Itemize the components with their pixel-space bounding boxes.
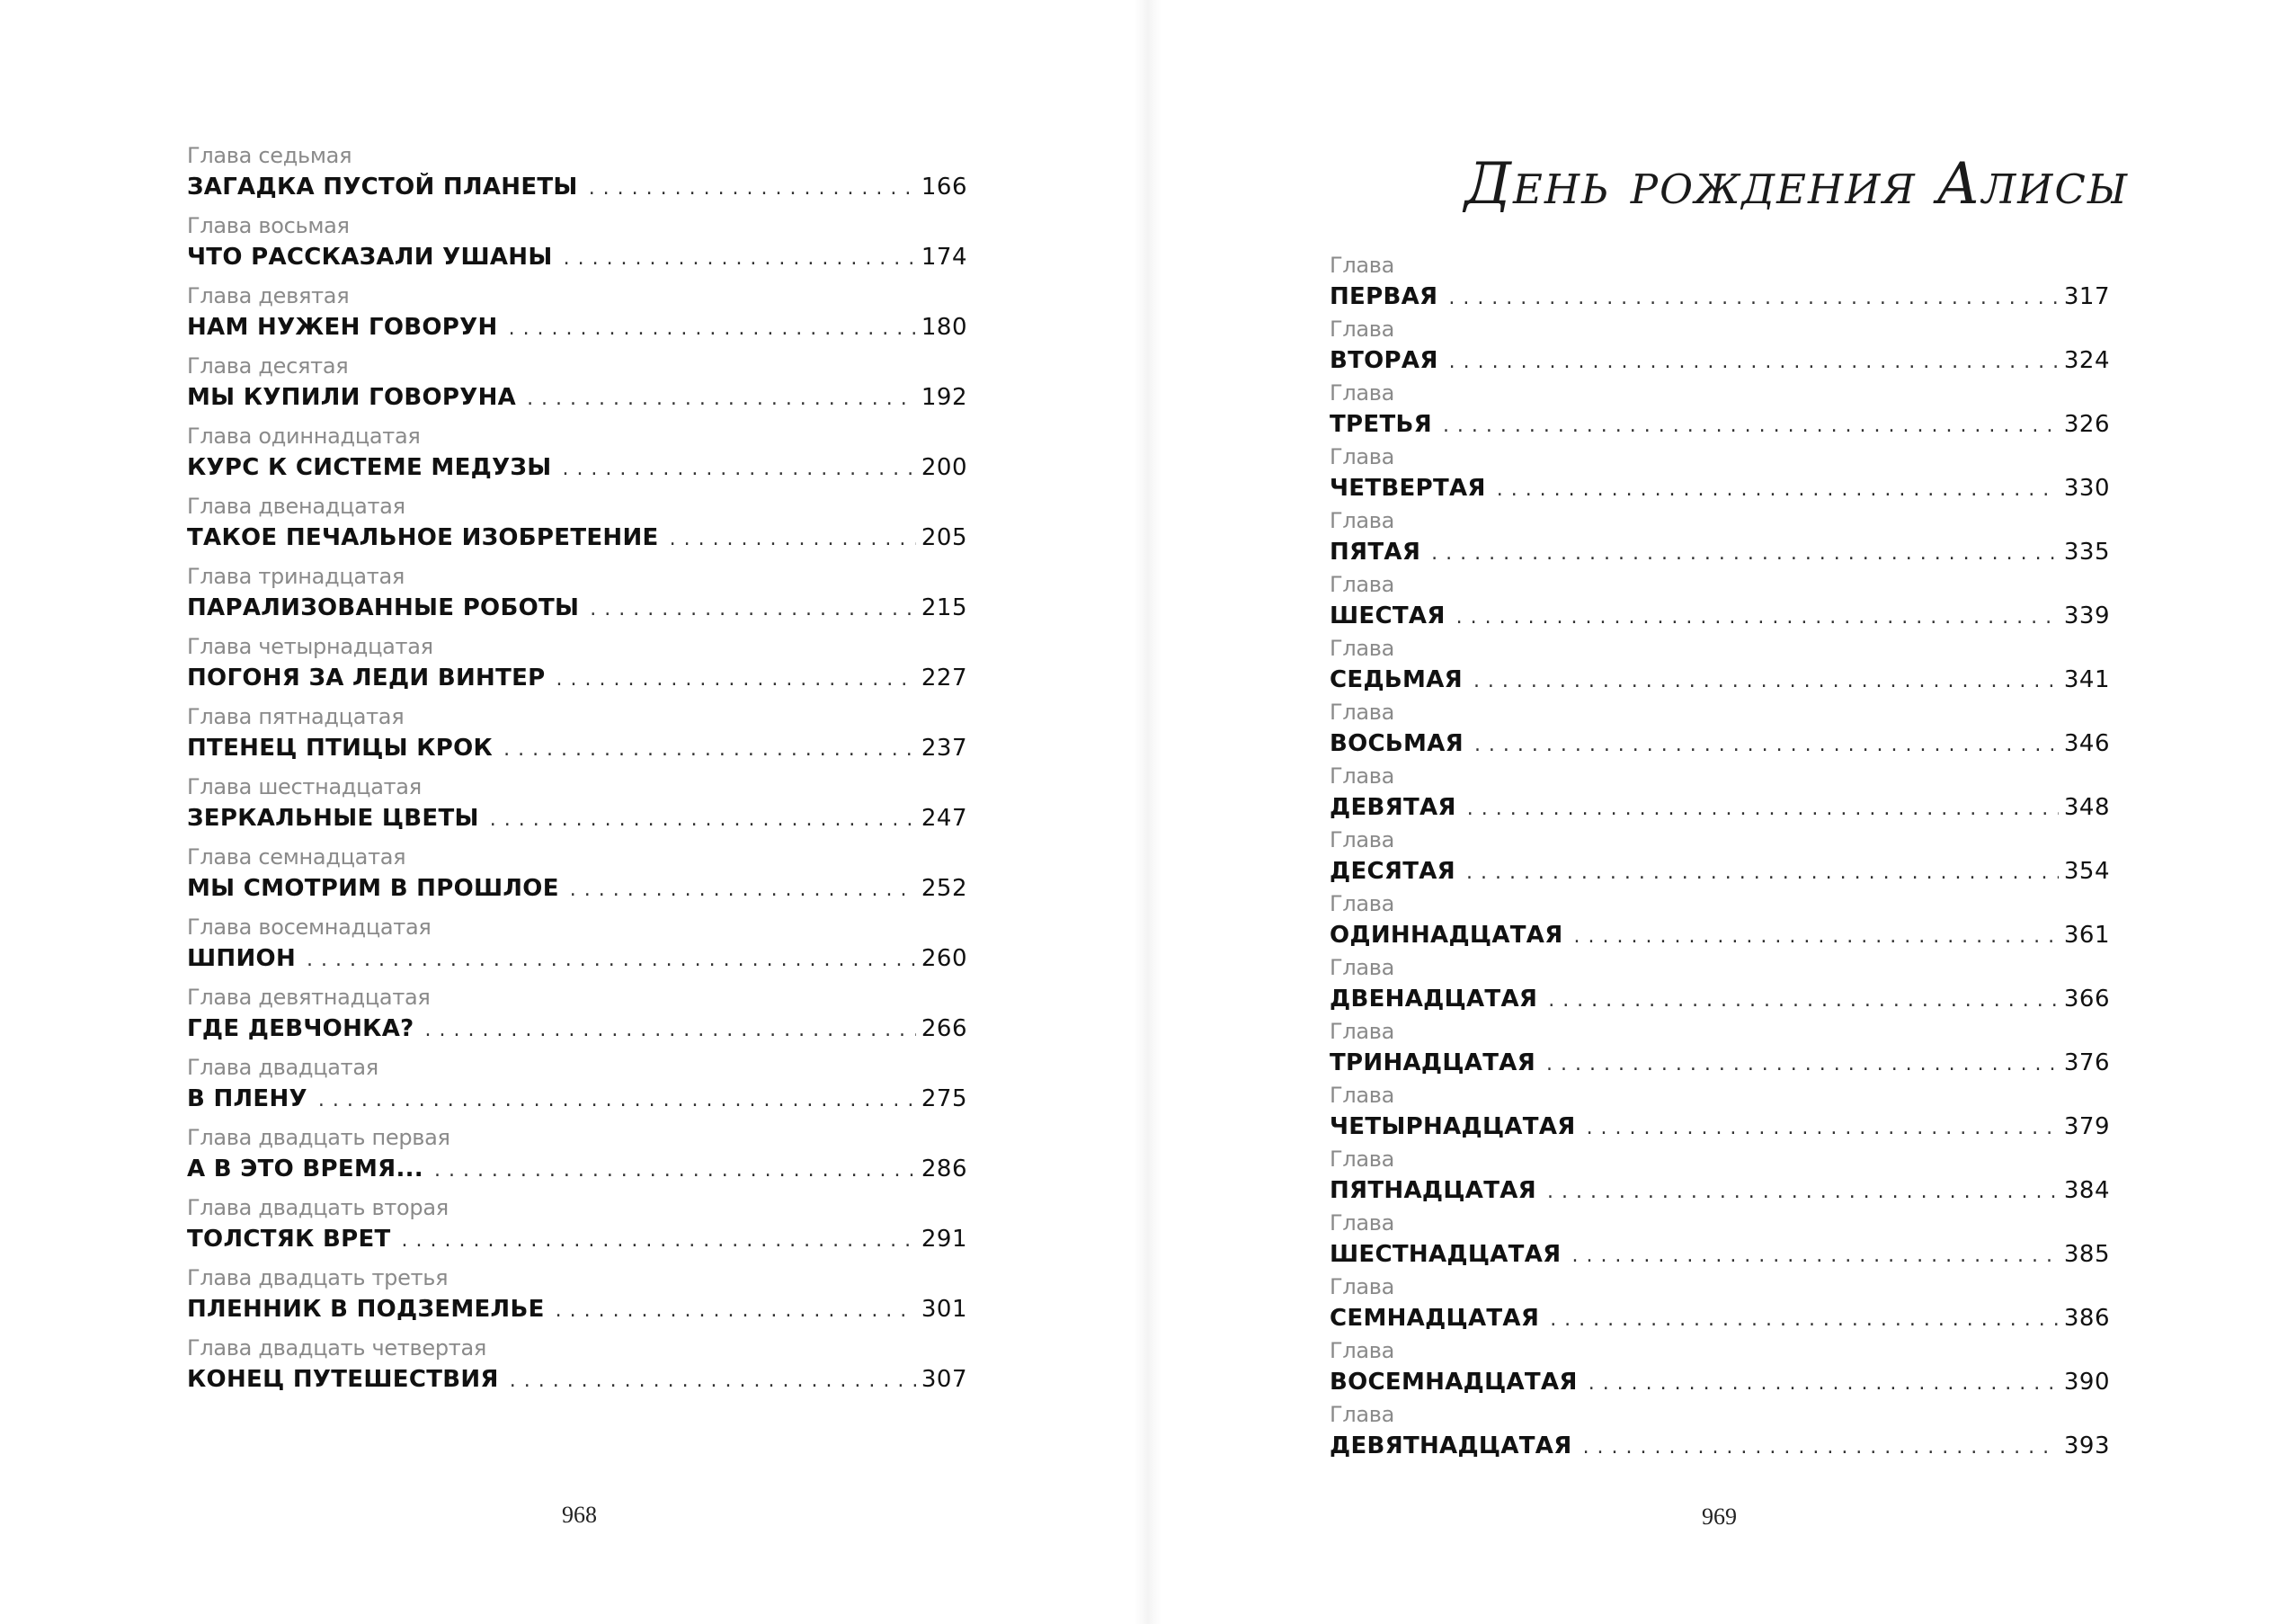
dot-leader bbox=[1547, 1174, 2059, 1210]
toc-entry[interactable] bbox=[1330, 954, 2110, 1019]
chapter-title: ЗАГАДКА ПУСТОЙ ПЛАНЕТЫ bbox=[187, 174, 578, 201]
dot-leader bbox=[570, 872, 916, 908]
chapter-title: ПЕРВАЯ bbox=[1330, 283, 1438, 310]
page-number: 339 bbox=[2063, 602, 2110, 629]
chapter-title: ДВЕНАДЦАТАЯ bbox=[1330, 986, 1538, 1013]
chapter-title: ЧТО РАССКАЗАЛИ УШАНЫ bbox=[187, 244, 553, 271]
chapter-title: КУРС К СИСТЕМЕ МЕДУЗЫ bbox=[187, 454, 552, 481]
chapter-line bbox=[187, 379, 967, 417]
dot-leader bbox=[1474, 727, 2059, 763]
toc-entry[interactable] bbox=[187, 142, 967, 207]
page-number: 361 bbox=[2063, 922, 2110, 949]
page-number: 200 bbox=[921, 454, 967, 481]
chapter-number: Глава девятая bbox=[187, 283, 350, 308]
chapter-number: Глава bbox=[1330, 444, 1395, 469]
page-number: 307 bbox=[921, 1366, 967, 1393]
page-number: 291 bbox=[921, 1226, 967, 1253]
toc-entry[interactable] bbox=[1330, 1401, 2110, 1466]
toc-entry[interactable] bbox=[187, 984, 967, 1048]
chapter-line bbox=[187, 450, 967, 487]
toc-entry[interactable] bbox=[1330, 826, 2110, 891]
dot-leader bbox=[402, 1223, 916, 1259]
toc-entry[interactable] bbox=[1330, 316, 2110, 380]
chapter-number: Глава bbox=[1330, 763, 1395, 789]
dot-leader bbox=[1587, 1111, 2059, 1147]
chapter-line bbox=[187, 660, 967, 698]
dot-leader bbox=[1550, 1302, 2059, 1338]
toc-entry[interactable] bbox=[1330, 379, 2110, 444]
chapter-number: Глава четырнадцатая bbox=[187, 634, 433, 659]
chapter-title: ПОГОНЯ ЗА ЛЕДИ ВИНТЕР bbox=[187, 665, 546, 692]
toc-entry[interactable] bbox=[187, 352, 967, 417]
dot-leader bbox=[562, 451, 915, 487]
page-number: 260 bbox=[921, 945, 967, 972]
chapter-number: Глава двадцать вторая bbox=[187, 1195, 449, 1220]
page-number: 376 bbox=[2063, 1049, 2110, 1076]
toc-entry[interactable] bbox=[187, 843, 967, 908]
toc-entry[interactable] bbox=[1330, 571, 2110, 636]
chapter-line bbox=[1330, 406, 2110, 444]
chapter-line bbox=[1330, 470, 2110, 508]
toc-entry[interactable] bbox=[1330, 1146, 2110, 1210]
dot-leader bbox=[509, 311, 916, 347]
chapter-number: Глава bbox=[1330, 572, 1395, 597]
chapter-number: Глава bbox=[1330, 955, 1395, 980]
chapter-number: Глава bbox=[1330, 508, 1395, 533]
chapter-title: ВТОРАЯ bbox=[1330, 347, 1438, 374]
toc-entry[interactable] bbox=[187, 493, 967, 558]
dot-leader bbox=[1431, 536, 2059, 572]
page-number: 386 bbox=[2063, 1305, 2110, 1332]
dot-leader bbox=[425, 1013, 916, 1048]
chapter-number: Глава пятнадцатая bbox=[187, 704, 405, 729]
chapter-number: Глава семнадцатая bbox=[187, 844, 406, 870]
chapter-line bbox=[187, 730, 967, 768]
chapter-title: ТРИНАДЦАТАЯ bbox=[1330, 1049, 1536, 1076]
chapter-line bbox=[187, 309, 967, 347]
chapter-title: ТРЕТЬЯ bbox=[1330, 411, 1432, 438]
toc-entry[interactable] bbox=[187, 1334, 967, 1399]
chapter-number: Глава bbox=[1330, 827, 1395, 852]
toc-entry[interactable] bbox=[187, 1194, 967, 1259]
page-folio: 968 bbox=[562, 1502, 597, 1528]
chapter-line bbox=[187, 1151, 967, 1189]
chapter-number: Глава двадцать третья bbox=[187, 1265, 449, 1290]
page-number: 330 bbox=[2063, 475, 2110, 502]
chapter-line bbox=[1330, 981, 2110, 1019]
chapter-number: Глава двадцать четвертая bbox=[187, 1335, 486, 1361]
dot-leader bbox=[590, 592, 916, 628]
page-number: 247 bbox=[921, 805, 967, 832]
chapter-title: ДЕВЯТАЯ bbox=[1330, 794, 1456, 821]
dot-leader bbox=[1571, 1238, 2058, 1274]
dot-leader bbox=[1497, 472, 2059, 508]
toc-entry[interactable] bbox=[187, 773, 967, 838]
dot-leader bbox=[434, 1153, 916, 1189]
dot-leader bbox=[527, 381, 916, 417]
dot-leader bbox=[1574, 919, 2059, 955]
toc-entry[interactable] bbox=[187, 1124, 967, 1189]
chapter-title: ПТЕНЕЦ ПТИЦЫ КРОК bbox=[187, 735, 494, 762]
page-number: 227 bbox=[921, 665, 967, 692]
chapter-number: Глава двадцатая bbox=[187, 1055, 378, 1080]
chapter-title: ДЕСЯТАЯ bbox=[1330, 858, 1455, 885]
chapter-line bbox=[1330, 790, 2110, 827]
toc-entry[interactable] bbox=[187, 914, 967, 978]
toc-entry[interactable] bbox=[187, 423, 967, 487]
chapter-number: Глава bbox=[1330, 1402, 1395, 1427]
chapter-line bbox=[1330, 1428, 2110, 1466]
chapter-line bbox=[187, 1221, 967, 1259]
chapter-title: ПАРАЛИЗОВАННЫЕ РОБОТЫ bbox=[187, 594, 580, 621]
dot-leader bbox=[510, 1363, 916, 1399]
chapter-title: ЧЕТЫРНАДЦАТАЯ bbox=[1330, 1113, 1576, 1140]
chapter-line bbox=[1330, 662, 2110, 700]
page-number: 215 bbox=[921, 594, 967, 621]
dot-leader bbox=[503, 732, 916, 768]
page-number: 326 bbox=[2063, 411, 2110, 438]
chapter-number: Глава bbox=[1330, 1019, 1395, 1044]
chapter-title: ШЕСТАЯ bbox=[1330, 602, 1446, 629]
chapter-line bbox=[187, 1011, 967, 1048]
chapter-title: ВОСЬМАЯ bbox=[1330, 730, 1464, 757]
chapter-line bbox=[1330, 917, 2110, 955]
dot-leader bbox=[1546, 1047, 2059, 1083]
chapter-line bbox=[187, 1291, 967, 1329]
page-number: 286 bbox=[921, 1156, 967, 1182]
page-number: 384 bbox=[2063, 1177, 2110, 1204]
chapter-number: Глава bbox=[1330, 1210, 1395, 1236]
toc-entry[interactable] bbox=[1330, 1018, 2110, 1083]
dot-leader bbox=[556, 1293, 916, 1329]
dot-leader bbox=[1467, 791, 2059, 827]
chapter-line bbox=[187, 1081, 967, 1119]
page-number: 266 bbox=[921, 1015, 967, 1042]
chapter-number: Глава двенадцатая bbox=[187, 494, 405, 519]
chapter-title: ШПИОН bbox=[187, 945, 297, 972]
toc-entry[interactable] bbox=[1330, 1273, 2110, 1338]
page-number: 205 bbox=[921, 524, 967, 551]
page-number: 393 bbox=[2063, 1432, 2110, 1459]
dot-leader bbox=[556, 662, 916, 698]
toc-entry[interactable] bbox=[187, 212, 967, 277]
dot-leader bbox=[1583, 1430, 2059, 1466]
chapter-title: ТОЛСТЯК ВРЕТ bbox=[187, 1226, 391, 1253]
page-number: 301 bbox=[921, 1296, 967, 1323]
toc-entry[interactable] bbox=[187, 282, 967, 347]
chapter-line bbox=[1330, 1300, 2110, 1338]
chapter-line bbox=[1330, 726, 2110, 763]
chapter-line bbox=[187, 520, 967, 558]
page-number: 237 bbox=[921, 735, 967, 762]
chapter-line bbox=[1330, 534, 2110, 572]
dot-leader bbox=[307, 942, 916, 978]
chapter-title: ПЯТАЯ bbox=[1330, 539, 1421, 566]
toc-entry[interactable] bbox=[187, 1054, 967, 1119]
dot-leader bbox=[1466, 855, 2059, 891]
dot-leader bbox=[318, 1083, 916, 1119]
toc-entry[interactable] bbox=[187, 633, 967, 698]
chapter-number: Глава тринадцатая bbox=[187, 564, 405, 589]
chapter-title: МЫ СМОТРИМ В ПРОШЛОЕ bbox=[187, 875, 559, 902]
toc-entry[interactable] bbox=[187, 703, 967, 768]
chapter-title: ЧЕТВЕРТАЯ bbox=[1330, 475, 1486, 502]
chapter-line bbox=[1330, 1364, 2110, 1402]
chapter-number: Глава восьмая bbox=[187, 213, 350, 238]
toc-entry[interactable] bbox=[1330, 1337, 2110, 1402]
toc-entry[interactable] bbox=[1330, 1082, 2110, 1147]
chapter-title: НАМ НУЖЕН ГОВОРУН bbox=[187, 314, 498, 341]
page-number: 354 bbox=[2063, 858, 2110, 885]
page-number: 180 bbox=[921, 314, 967, 341]
toc-entry[interactable] bbox=[1330, 443, 2110, 508]
chapter-number: Глава восемнадцатая bbox=[187, 915, 432, 940]
chapter-line bbox=[187, 239, 967, 277]
toc-entry[interactable] bbox=[187, 1264, 967, 1329]
page-number: 379 bbox=[2063, 1113, 2110, 1140]
chapter-number: Глава bbox=[1330, 1147, 1395, 1172]
chapter-number: Глава девятнадцатая bbox=[187, 985, 431, 1010]
page-number: 174 bbox=[921, 244, 967, 271]
page-number: 341 bbox=[2063, 666, 2110, 693]
dot-leader bbox=[1456, 600, 2059, 636]
chapter-title: ШЕСТНАДЦАТАЯ bbox=[1330, 1241, 1562, 1268]
chapter-number: Глава bbox=[1330, 1274, 1395, 1299]
page-number: 390 bbox=[2063, 1369, 2110, 1396]
chapter-number: Глава двадцать первая bbox=[187, 1125, 450, 1150]
dot-leader bbox=[1448, 281, 2059, 317]
dot-leader bbox=[1449, 344, 2059, 380]
chapter-number: Глава шестнадцатая bbox=[187, 774, 422, 799]
chapter-number: Глава bbox=[1330, 317, 1395, 342]
chapter-number: Глава bbox=[1330, 700, 1395, 725]
chapter-line bbox=[187, 870, 967, 908]
page-number: 346 bbox=[2063, 730, 2110, 757]
page-folio: 969 bbox=[1702, 1504, 1737, 1530]
dot-leader bbox=[490, 802, 916, 838]
dot-leader bbox=[670, 522, 916, 558]
chapter-line bbox=[1330, 279, 2110, 317]
chapter-title: СЕМНАДЦАТАЯ bbox=[1330, 1305, 1540, 1332]
chapter-line bbox=[1330, 1109, 2110, 1147]
page-number: 275 bbox=[921, 1085, 967, 1112]
page-number: 366 bbox=[2063, 986, 2110, 1013]
chapter-title: ВОСЕМНАДЦАТАЯ bbox=[1330, 1369, 1578, 1396]
chapter-number: Глава bbox=[1330, 891, 1395, 916]
chapter-title: СЕДЬМАЯ bbox=[1330, 666, 1463, 693]
chapter-line bbox=[187, 590, 967, 628]
chapter-number: Глава десятая bbox=[187, 353, 349, 379]
chapter-title: ЗЕРКАЛЬНЫЕ ЦВЕТЫ bbox=[187, 805, 479, 832]
chapter-title: КОНЕЦ ПУТЕШЕСТВИЯ bbox=[187, 1366, 499, 1393]
book-title: День рождения Алисы bbox=[1464, 151, 2130, 218]
chapter-line bbox=[187, 800, 967, 838]
chapter-number: Глава bbox=[1330, 636, 1395, 661]
page-number: 335 bbox=[2063, 539, 2110, 566]
chapter-line bbox=[1330, 853, 2110, 891]
page-number: 385 bbox=[2063, 1241, 2110, 1268]
toc-entry[interactable] bbox=[187, 563, 967, 628]
chapter-number: Глава bbox=[1330, 380, 1395, 406]
dot-leader bbox=[1473, 664, 2059, 700]
chapter-title: ПЛЕННИК В ПОДЗЕМЕЛЬЕ bbox=[187, 1296, 545, 1323]
chapter-number: Глава bbox=[1330, 253, 1395, 278]
page-number: 192 bbox=[921, 384, 967, 411]
toc-entry[interactable] bbox=[1330, 1209, 2110, 1274]
chapter-line bbox=[187, 941, 967, 978]
page-number: 348 bbox=[2063, 794, 2110, 821]
chapter-title: ГДЕ ДЕВЧОНКА? bbox=[187, 1015, 414, 1042]
chapter-line bbox=[187, 1361, 967, 1399]
page-number: 252 bbox=[921, 875, 967, 902]
dot-leader bbox=[564, 241, 916, 277]
dot-leader bbox=[1443, 408, 2059, 444]
chapter-number: Глава одиннадцатая bbox=[187, 424, 421, 449]
chapter-line bbox=[1330, 343, 2110, 380]
page-number: 324 bbox=[2063, 347, 2110, 374]
chapter-line bbox=[1330, 598, 2110, 636]
chapter-title: В ПЛЕНУ bbox=[187, 1085, 307, 1112]
page-number: 317 bbox=[2063, 283, 2110, 310]
dot-leader bbox=[1548, 983, 2059, 1019]
page-number: 166 bbox=[921, 174, 967, 201]
dot-leader bbox=[589, 171, 916, 207]
chapter-title: А В ЭТО ВРЕМЯ... bbox=[187, 1156, 423, 1182]
chapter-title: МЫ КУПИЛИ ГОВОРУНА bbox=[187, 384, 517, 411]
toc-entry[interactable] bbox=[1330, 507, 2110, 572]
dot-leader bbox=[1589, 1366, 2059, 1402]
chapter-line bbox=[1330, 1045, 2110, 1083]
toc-entry[interactable] bbox=[1330, 635, 2110, 700]
chapter-title: ОДИННАДЦАТАЯ bbox=[1330, 922, 1563, 949]
toc-entry[interactable] bbox=[1330, 890, 2110, 955]
chapter-number: Глава седьмая bbox=[187, 143, 352, 168]
chapter-line bbox=[1330, 1236, 2110, 1274]
chapter-title: ПЯТНАДЦАТАЯ bbox=[1330, 1177, 1536, 1204]
chapter-line bbox=[187, 169, 967, 207]
chapter-title: ТАКОЕ ПЕЧАЛЬНОЕ ИЗОБРЕТЕНИЕ bbox=[187, 524, 659, 551]
chapter-number: Глава bbox=[1330, 1083, 1395, 1108]
toc-entry[interactable] bbox=[1330, 763, 2110, 827]
chapter-title: ДЕВЯТНАДЦАТАЯ bbox=[1330, 1432, 1572, 1459]
toc-entry[interactable] bbox=[1330, 252, 2110, 317]
chapter-line bbox=[1330, 1173, 2110, 1210]
toc-entry[interactable] bbox=[1330, 699, 2110, 763]
chapter-number: Глава bbox=[1330, 1338, 1395, 1363]
